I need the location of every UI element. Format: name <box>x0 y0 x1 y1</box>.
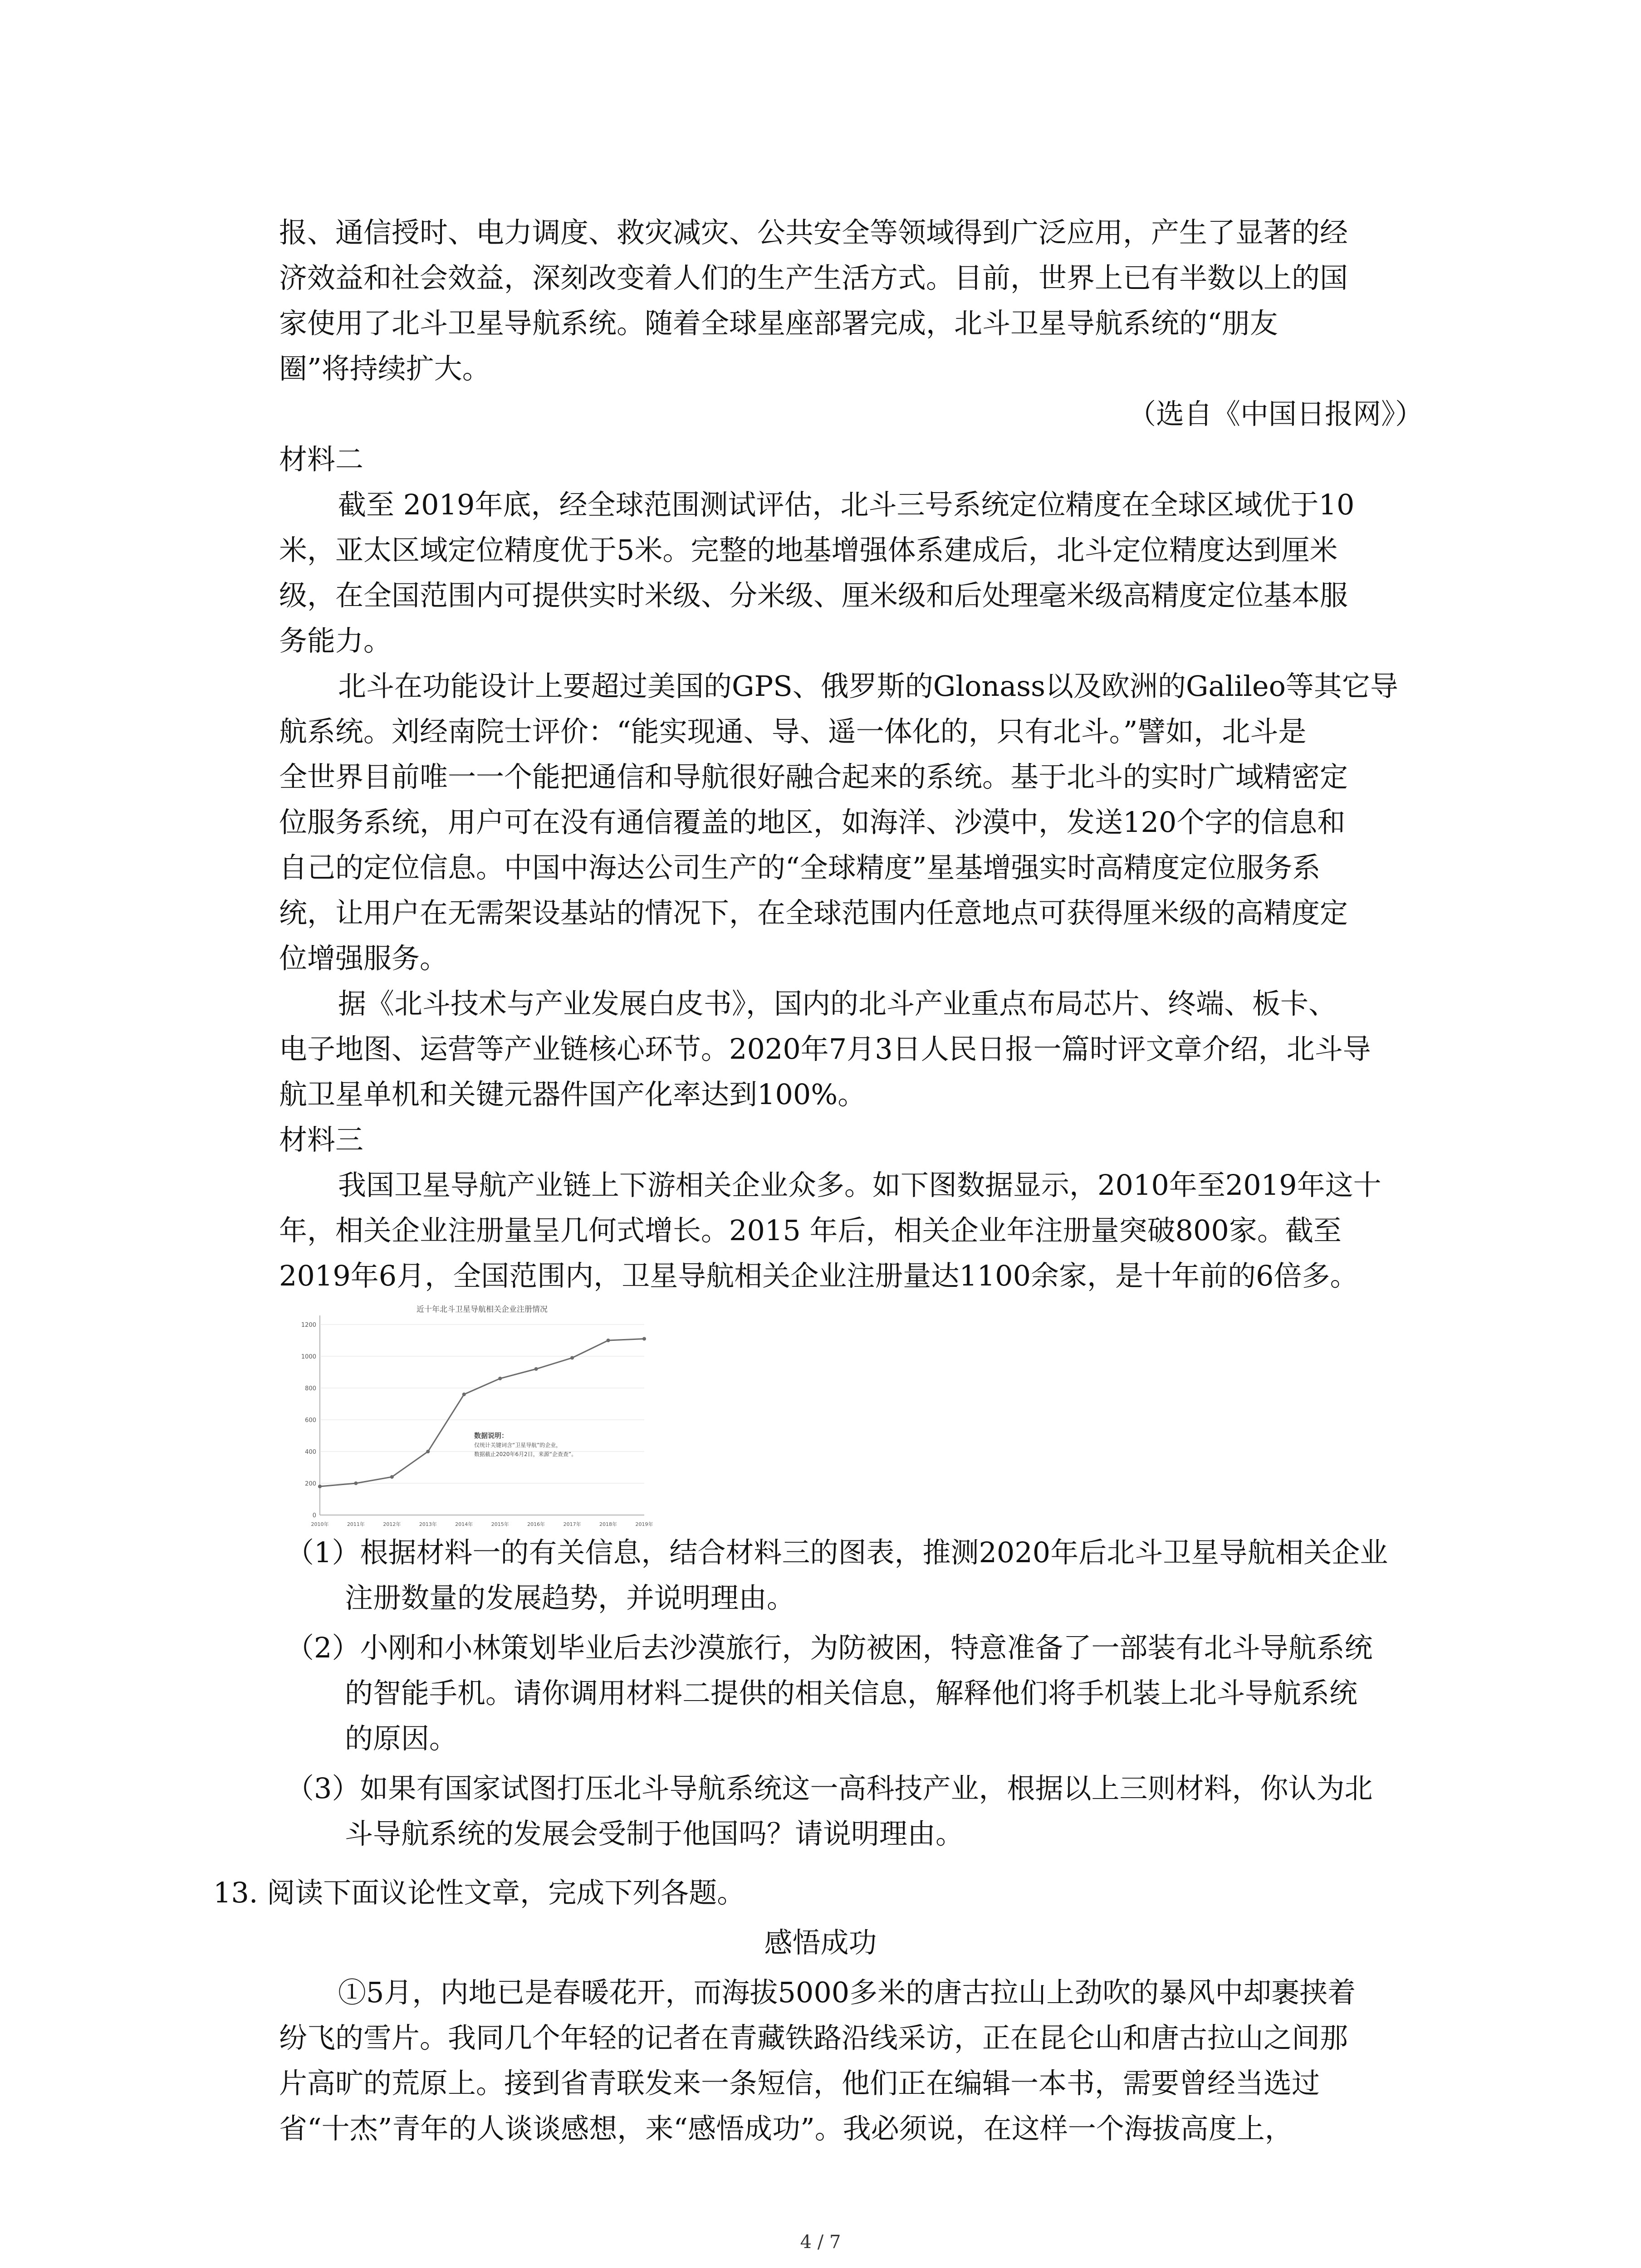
x-tick-label: 2019年 <box>635 1521 653 1527</box>
text-line: 济效益和社会效益，深刻改变着人们的生产生活方式。目前，世界上已有半数以上的国 <box>279 261 1348 294</box>
data-point <box>534 1367 538 1371</box>
text-line: 报、通信授时、电力调度、救灾减灾、公共安全等领域得到广泛应用，产生了显著的经 <box>279 216 1348 249</box>
text-line: 位服务系统，用户可在没有通信覆盖的地区，如海洋、沙漠中，发送120个字的信息和 <box>279 806 1346 839</box>
text-line: 2019年6月，全国范围内，卫星导航相关企业注册量达1100余家，是十年前的6倍多。 <box>279 1259 1358 1292</box>
series-line <box>320 1339 644 1487</box>
data-point <box>498 1377 502 1380</box>
question-3: （3）如果有国家试图打压北斗导航系统这一高科技产业，根据以上三则材料，你认为北 <box>286 1772 1373 1805</box>
y-tick-label: 800 <box>305 1385 316 1392</box>
section-label: 材料二 <box>279 443 364 476</box>
x-tick-label: 2010年 <box>311 1521 329 1527</box>
y-tick-label: 1000 <box>301 1354 316 1360</box>
enterprise-registration-line-chart <box>295 1297 653 1533</box>
chart-note: 数据截止2020年6月2日，来源“企查查”。 <box>474 1451 577 1457</box>
text-line: 航系统。刘经南院士评价：“能实现通、导、遥一体化的，只有北斗。”譬如，北斗是 <box>279 715 1307 748</box>
chart-title: 近十年北斗卫星导航相关企业注册情况 <box>416 1305 548 1314</box>
essay-line: 纷飞的雪片。我同几个年轻的记者在青藏铁路沿线采访，正在昆仑山和唐古拉山之间那 <box>279 2021 1348 2054</box>
x-tick-label: 2017年 <box>563 1521 581 1527</box>
text-line: 圈”将持续扩大。 <box>279 352 490 385</box>
question-1: （1）根据材料一的有关信息，结合材料三的图表，推测2020年后北斗卫星导航相关企业 <box>286 1536 1388 1569</box>
question-2-cont: 的原因。 <box>345 1722 458 1755</box>
y-tick-label: 400 <box>305 1449 316 1456</box>
x-tick-label: 2012年 <box>383 1521 401 1527</box>
text-line: 位增强服务。 <box>279 942 448 975</box>
data-point <box>462 1393 466 1396</box>
x-tick-label: 2014年 <box>455 1521 473 1527</box>
question-1-cont: 注册数量的发展趋势，并说明理由。 <box>345 1581 795 1614</box>
essay-title: 感悟成功 <box>764 1926 877 1959</box>
text-line: 据《北斗技术与产业发展白皮书》，国内的北斗产业重点布局芯片、终端、板卡、 <box>338 987 1337 1020</box>
text-line: 电子地图、运营等产业链核心环节。2020年7月3日人民日报一篇时评文章介绍，北斗导 <box>279 1032 1371 1066</box>
text-line: 我国卫星导航产业链上下游相关企业众多。如下图数据显示，2010年至2019年这十 <box>338 1168 1381 1202</box>
text-line: 北斗在功能设计上要超过美国的GPS、俄罗斯的Glonass以及欧洲的Galileo等其它导 <box>338 670 1398 703</box>
essay-line: 省“十杰”青年的人谈谈感想，来“感悟成功”。我必须说，在这样一个海拔高度上， <box>279 2112 1293 2145</box>
chart-note: 数据说明： <box>474 1432 509 1440</box>
essay-line: ①5月，内地已是春暖花开，而海拔5000多米的唐古拉山上劲吹的暴风中却裹挟着 <box>338 1976 1356 2009</box>
text-line: 航卫星单机和关键元器件国产化率达到100%。 <box>279 1078 866 1111</box>
y-tick-label: 0 <box>312 1512 316 1519</box>
text-line: 年，相关企业注册量呈几何式增长。2015 年后，相关企业年注册量突破800家。截至 <box>279 1214 1342 1247</box>
y-tick-label: 600 <box>305 1417 316 1424</box>
data-point <box>390 1475 394 1479</box>
chart-note: 仅统计关键词含“卫星导航”的企业， <box>474 1442 562 1448</box>
source-citation: （选自《中国日报网》） <box>1127 397 1423 430</box>
data-point <box>642 1337 646 1341</box>
data-point <box>570 1356 574 1360</box>
question-2-cont: 的智能手机。请你调用材料二提供的相关信息，解释他们将手机装上北斗导航系统 <box>345 1677 1358 1710</box>
x-tick-label: 2016年 <box>527 1521 545 1527</box>
text-line: 截至 2019年底，经全球范围测试评估，北斗三号系统定位精度在全球区域优于10 <box>338 488 1355 521</box>
text-line: 级，在全国范围内可提供实时米级、分米级、厘米级和后处理毫米级高精度定位基本服 <box>279 579 1348 612</box>
question-13-heading: 13. 阅读下面议论性文章，完成下列各题。 <box>213 1876 745 1909</box>
question-3-cont: 斗导航系统的发展会受制于他国吗？请说明理由。 <box>345 1817 964 1850</box>
section-label: 材料三 <box>279 1123 364 1156</box>
data-point <box>318 1485 322 1488</box>
text-line: 统，让用户在无需架设基站的情况下，在全球范围内任意地点可获得厘米级的高精度定 <box>279 896 1348 929</box>
data-point <box>426 1450 430 1453</box>
data-point <box>607 1339 610 1342</box>
x-tick-label: 2011年 <box>347 1521 365 1527</box>
y-tick-label: 200 <box>305 1481 316 1487</box>
text-line: 全世界目前唯一一个能把通信和导航很好融合起来的系统。基于北斗的实时广域精密定 <box>279 760 1348 793</box>
y-tick-label: 1200 <box>301 1322 316 1329</box>
text-line: 米，亚太区域定位精度优于5米。完整的地基增强体系建成后，北斗定位精度达到厘米 <box>279 533 1338 567</box>
text-line: 家使用了北斗卫星导航系统。随着全球星座部署完成，北斗卫星导航系统的“朋友 <box>279 307 1278 340</box>
text-line: 务能力。 <box>279 624 392 657</box>
x-tick-label: 2018年 <box>599 1521 617 1527</box>
x-tick-label: 2015年 <box>491 1521 509 1527</box>
page-number: 4 / 7 <box>800 2232 841 2253</box>
text-line: 自己的定位信息。中国中海达公司生产的“全球精度”星基增强实时高精度定位服务系 <box>279 851 1321 884</box>
data-point <box>354 1481 358 1485</box>
x-tick-label: 2013年 <box>419 1521 437 1527</box>
question-2: （2）小刚和小林策划毕业后去沙漠旅行，为防被困，特意准备了一部装有北斗导航系统 <box>286 1631 1373 1664</box>
essay-line: 片高旷的荒原上。接到省青联发来一条短信，他们正在编辑一本书，需要曾经当选过 <box>279 2067 1320 2100</box>
